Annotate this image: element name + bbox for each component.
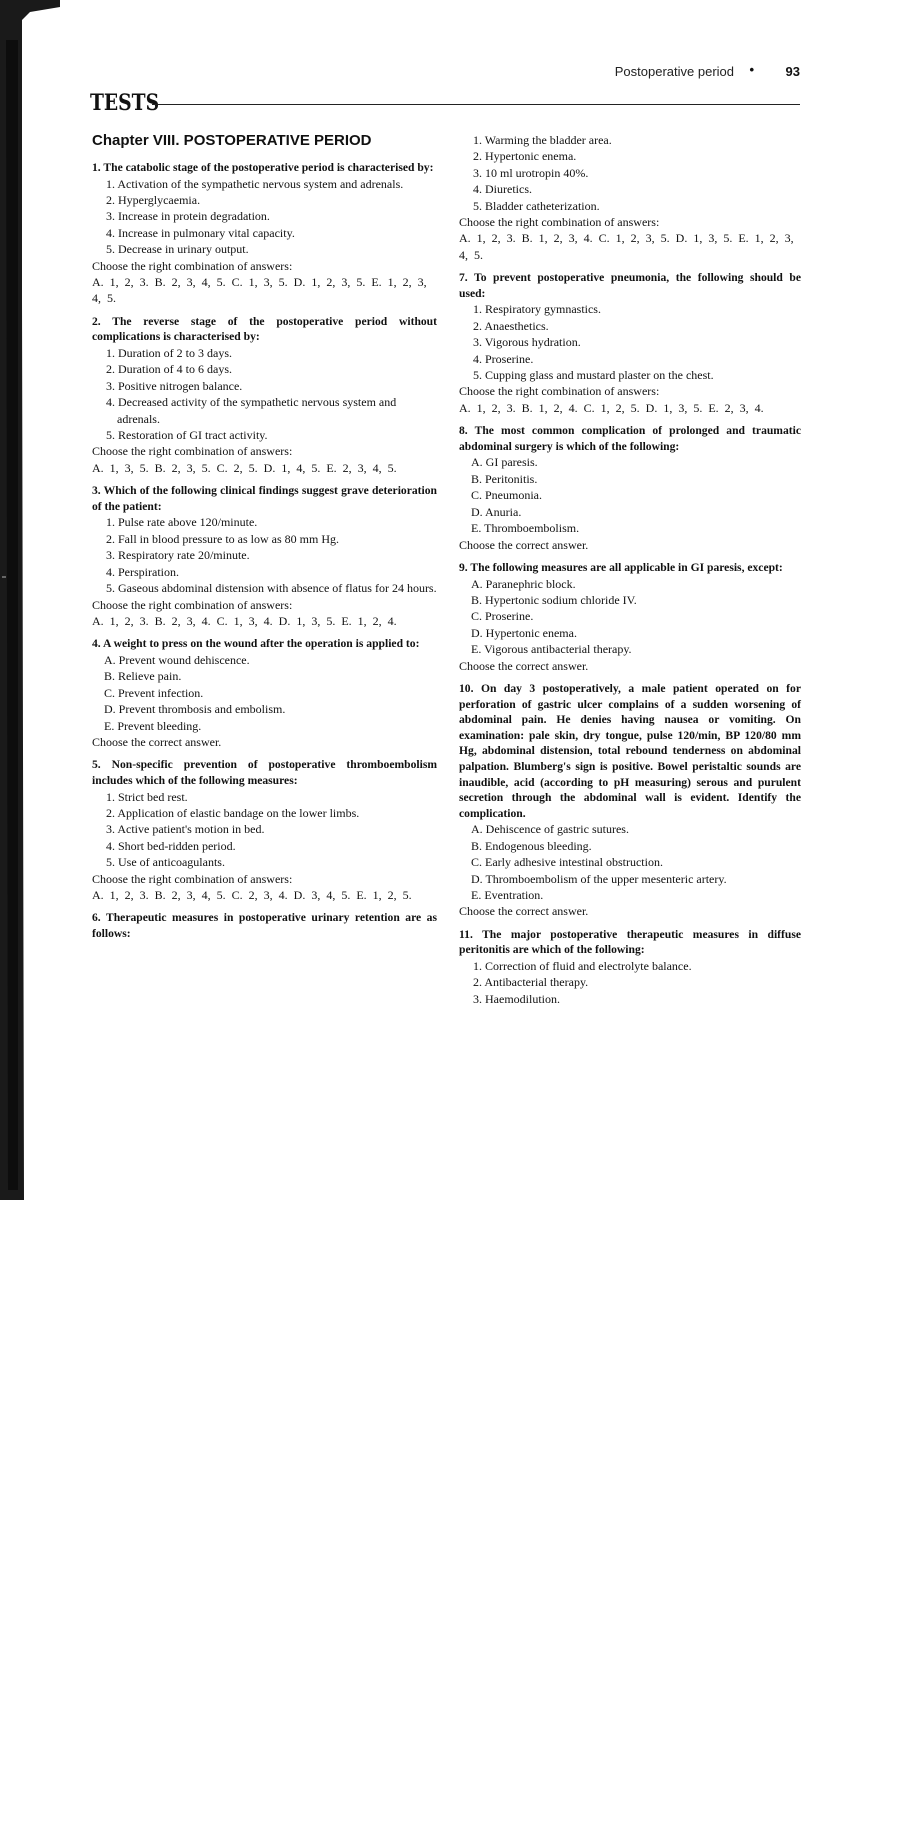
option-item: 3. Positive nitrogen balance. <box>106 378 243 393</box>
option-item: 1. Pulse rate above 120/minute. <box>106 515 258 530</box>
option-item: B. Hypertonic sodium chloride IV. <box>471 592 637 607</box>
question-11 <box>459 927 801 1007</box>
option-item: C. Early adhesive intestinal obstruction. <box>471 855 663 870</box>
question-6 <box>92 910 437 941</box>
question-text: 5. Non-specific prevention of postoperative thromboembolism includes which of the following measures: <box>92 758 437 787</box>
option-item: 4. Proserine. <box>473 351 534 366</box>
option-item: 2. Duration of 4 to 6 days. <box>106 362 232 377</box>
instruction: Choose the right combination of answers: <box>459 384 660 399</box>
question-text: 11. The major postoperative therapeutic measures in diffuse peritonitis are which of the following: <box>459 927 801 957</box>
answer-combinations: A. 1, 2, 3. B. 2, 3, 4, 5. C. 2, 3, 4. D. 3, 4, 5. E. 1, 2, 5. <box>92 887 412 902</box>
running-title: Postoperative period <box>614 64 734 79</box>
option-item: 1. Correction of fluid and electrolyte balance. <box>473 958 692 973</box>
answer-options <box>459 576 801 658</box>
question-text: 9. The following measures are all applicable in GI paresis, except: <box>459 560 783 574</box>
option-item: C. Proserine. <box>471 609 534 624</box>
question-text: 3. Which of the following clinical findings suggest grave deterioration of the patient: <box>92 484 437 513</box>
left-column <box>92 132 437 949</box>
answer-options <box>92 789 437 871</box>
option-item: 1. Warming the bladder area. <box>473 133 612 147</box>
option-item: A. Prevent wound dehiscence. <box>104 652 250 667</box>
option-item: 2. Anaesthetics. <box>473 318 549 333</box>
option-item: B. Relieve pain. <box>104 669 182 684</box>
book-binding-edge <box>0 0 60 1200</box>
binding-shadow-graphic <box>0 0 60 1200</box>
instruction: Choose the right combination of answers: <box>92 871 293 886</box>
section-logo: TESTS <box>90 90 160 116</box>
answer-options <box>459 301 801 383</box>
answer-options <box>459 821 801 903</box>
instruction: Choose the correct answer. <box>92 734 222 749</box>
option-item: E. Vigorous antibacterial therapy. <box>471 642 632 657</box>
answer-combinations: A. 1, 2, 3. B. 2, 3, 4. C. 1, 3, 4. D. 1, 3, 5. E. 1, 2, 4. <box>92 613 397 628</box>
question-2 <box>92 314 437 476</box>
option-item: 5. Gaseous abdominal distension with absence of flatus for 24 hours. <box>106 581 437 596</box>
question-4 <box>92 636 437 750</box>
question-6-continued <box>459 132 801 263</box>
instruction: Choose the correct answer. <box>459 658 589 673</box>
option-item: 4. Decreased activity of the sympathetic nervous system and adrenals. <box>106 395 397 426</box>
option-item: D. Anuria. <box>471 504 522 519</box>
option-item: C. Prevent infection. <box>104 685 204 700</box>
option-item: 3. Respiratory rate 20/minute. <box>106 548 250 563</box>
option-item: 4. Perspiration. <box>106 564 179 579</box>
option-item: 5. Use of anticoagulants. <box>106 855 225 870</box>
question-text: 1. The catabolic stage of the postoperative period is characterised by: <box>92 161 434 174</box>
option-item: 2. Hypertonic enema. <box>473 149 577 164</box>
page-header <box>90 60 800 116</box>
instruction: Choose the correct answer. <box>459 904 589 919</box>
page-number: 93 <box>785 64 800 79</box>
option-item: 3. Haemodilution. <box>473 991 560 1006</box>
answer-options <box>92 652 437 734</box>
option-item: D. Prevent thrombosis and embolism. <box>104 702 286 717</box>
option-item: 4. Increase in pulmonary vital capacity. <box>106 225 295 240</box>
chapter-title: Chapter VIII. POSTOPERATIVE PERIOD <box>92 132 372 149</box>
question-text: 7. To prevent postoperative pneumonia, the following should be used: <box>459 271 801 300</box>
option-item: 2. Hyperglycaemia. <box>106 193 201 207</box>
option-item: 4. Short bed-ridden period. <box>106 838 236 853</box>
option-item: 5. Restoration of GI tract activity. <box>106 428 268 443</box>
question-1 <box>92 160 437 307</box>
option-item: A. Paranephric block. <box>471 576 576 591</box>
option-item: 2. Fall in blood pressure to as low as 80 mm Hg. <box>106 531 339 546</box>
answer-options <box>459 958 801 1007</box>
question-9 <box>459 560 801 674</box>
question-text: 8. The most common complication of prolonged and traumatic abdominal surgery is which of the following: <box>459 424 801 453</box>
option-item: 1. Strict bed rest. <box>106 789 188 804</box>
option-item: A. GI paresis. <box>471 455 538 470</box>
option-item: 1. Activation of the sympathetic nervous system and adrenals. <box>106 176 404 191</box>
answer-combinations: A. 1, 2, 3. B. 2, 3, 4, 5. C. 1, 3, 5. D. 1, 2, 3, 5. E. 1, 2, 3, 4, 5. <box>92 275 427 306</box>
answer-options <box>92 176 437 258</box>
option-item: 5. Decrease in urinary output. <box>106 242 249 257</box>
answer-combinations: A. 1, 2, 3. B. 1, 2, 3, 4. C. 1, 2, 3, 5. D. 1, 3, 5. E. 1, 2, 3, 4, 5. <box>459 231 794 262</box>
option-item: 3. Vigorous hydration. <box>473 335 581 350</box>
question-10 <box>459 681 801 920</box>
question-3 <box>92 483 437 629</box>
option-item: B. Peritonitis. <box>471 471 538 486</box>
option-item: 4. Diuretics. <box>473 182 532 197</box>
header-bullet: • <box>749 62 754 77</box>
answer-options <box>92 514 437 596</box>
question-text: 2. The reverse stage of the postoperative period without complications is characterised by: <box>92 314 437 344</box>
option-item: C. Pneumonia. <box>471 488 542 503</box>
option-item: E. Eventration. <box>471 887 544 902</box>
option-item: 1. Duration of 2 to 3 days. <box>106 346 232 361</box>
answer-combinations: A. 1, 2, 3. B. 1, 2, 4. C. 1, 2, 5. D. 1, 3, 5. E. 2, 3, 4. <box>459 400 764 415</box>
option-item: 3. Active patient's motion in bed. <box>106 822 265 837</box>
option-item: D. Thromboembolism of the upper mesenteric artery. <box>471 871 727 886</box>
right-column <box>459 132 801 1014</box>
option-item: D. Hypertonic enema. <box>471 625 577 640</box>
instruction: Choose the right combination of answers: <box>92 597 293 612</box>
option-item: E. Prevent bleeding. <box>104 718 202 733</box>
question-8 <box>459 423 801 553</box>
option-item: 5. Cupping glass and mustard plaster on the chest. <box>473 368 714 383</box>
question-text: 4. A weight to press on the wound after the operation is applied to: <box>92 637 420 651</box>
instruction: Choose the correct answer. <box>459 537 589 552</box>
option-item: 3. Increase in protein degradation. <box>106 209 270 224</box>
header-rule <box>152 104 800 105</box>
option-item: 2. Application of elastic bandage on the lower limbs. <box>106 805 360 820</box>
option-item: E. Thromboembolism. <box>471 521 580 536</box>
answer-options <box>92 345 437 443</box>
question-text: 10. On day 3 postoperatively, a male patient operated on for perforation of gastric ulcer complains of a sudden worsening of abdominal pain. He denies having nausea or vomiting. On examination: pale skin, dry tongue, pulse 120/min, BP 120/80 mm Hg, abdominal distension, total rebound tenderness on abdominal palpation. Blumberg's sign is positive. Bowel peristaltic sounds are inaudible, acid (according to pH measuring) serous and purulent secretion through the abdominal wall is evident. Identify the complication. <box>459 681 801 820</box>
question-7 <box>459 270 801 416</box>
question-text: 6. Therapeutic measures in postoperative urinary retention are as follows: <box>92 911 437 940</box>
option-item: 3. 10 ml urotropin 40%. <box>473 165 589 180</box>
answer-options <box>459 454 801 536</box>
instruction: Choose the right combination of answers: <box>459 215 660 230</box>
instruction: Choose the right combination of answers: <box>92 258 293 273</box>
option-item: A. Dehiscence of gastric sutures. <box>471 822 629 837</box>
option-item: 2. Antibacterial therapy. <box>473 975 589 990</box>
margin-mark <box>2 576 6 578</box>
question-5 <box>92 757 437 903</box>
option-item: B. Endogenous bleeding. <box>471 838 592 853</box>
answer-options <box>459 132 801 214</box>
answer-combinations: A. 1, 3, 5. B. 2, 3, 5. C. 2, 5. D. 1, 4, 5. E. 2, 3, 4, 5. <box>92 460 397 475</box>
instruction: Choose the right combination of answers: <box>92 444 293 459</box>
option-item: 5. Bladder catheterization. <box>473 198 600 213</box>
option-item: 1. Respiratory gymnastics. <box>473 302 601 317</box>
